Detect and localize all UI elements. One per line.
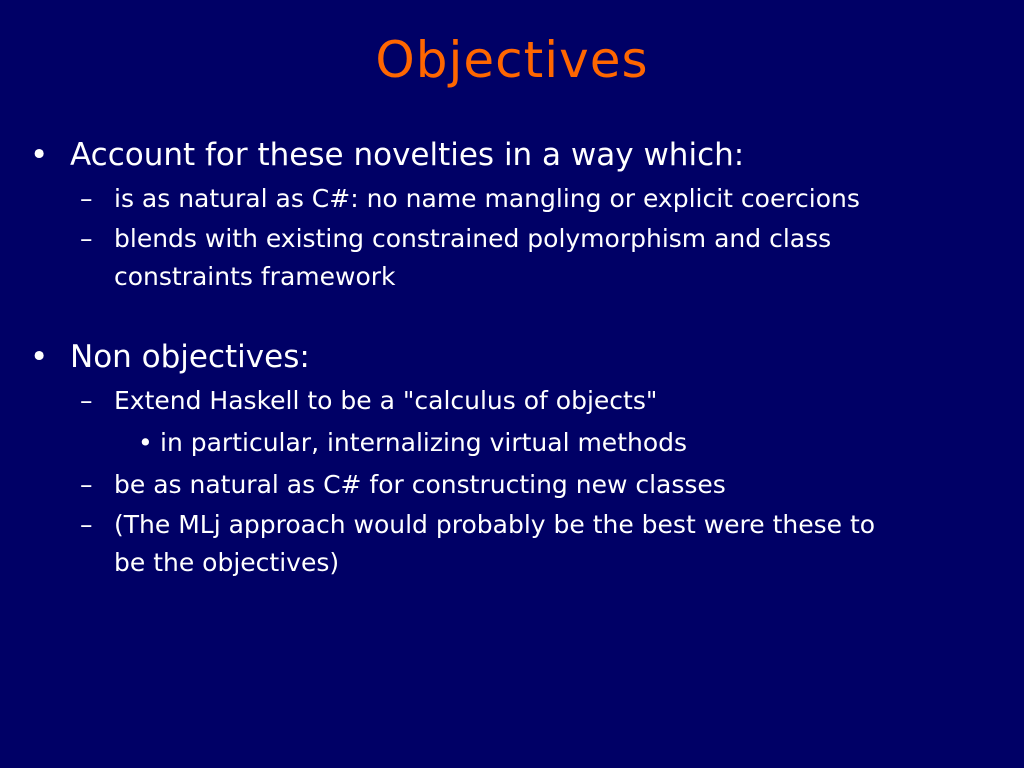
sub-bullet-text: (The MLj approach would probably be the best were these to be the objectives) [114, 510, 876, 577]
slide-body [30, 132, 990, 582]
bullet-item [30, 334, 990, 380]
sub-bullet-item [30, 466, 914, 504]
sub-bullet-item [30, 180, 914, 218]
dash-marker: – [80, 386, 93, 415]
sub-bullet-text: is as natural as C#: no name mangling or explicit coercions [114, 184, 860, 213]
bullet-item [30, 132, 990, 178]
sub-bullet-item [30, 220, 914, 296]
bullet-text: Non objectives: [70, 339, 310, 375]
sub-sub-bullet-item [30, 420, 990, 466]
sub-bullet-text: Extend Haskell to be a "calculus of objects" [114, 386, 658, 415]
sub-bullet-text: blends with existing constrained polymorphism and class constraints framework [114, 224, 832, 291]
slide-title: Objectives [375, 31, 649, 89]
bullet-marker: • [138, 428, 153, 457]
bullet-marker: • [30, 339, 49, 375]
dash-marker: – [80, 224, 93, 253]
dash-marker: – [80, 184, 93, 213]
sub-bullet-item [30, 382, 914, 420]
sub-sub-bullet-text: in particular, internalizing virtual methods [160, 428, 688, 457]
sub-bullet-text: be as natural as C# for constructing new classes [114, 470, 726, 499]
sub-bullet-item [30, 506, 914, 582]
dash-marker: – [80, 510, 93, 539]
bullet-text: Account for these novelties in a way which: [70, 137, 745, 173]
dash-marker: – [80, 470, 93, 499]
bullet-marker: • [30, 137, 49, 173]
